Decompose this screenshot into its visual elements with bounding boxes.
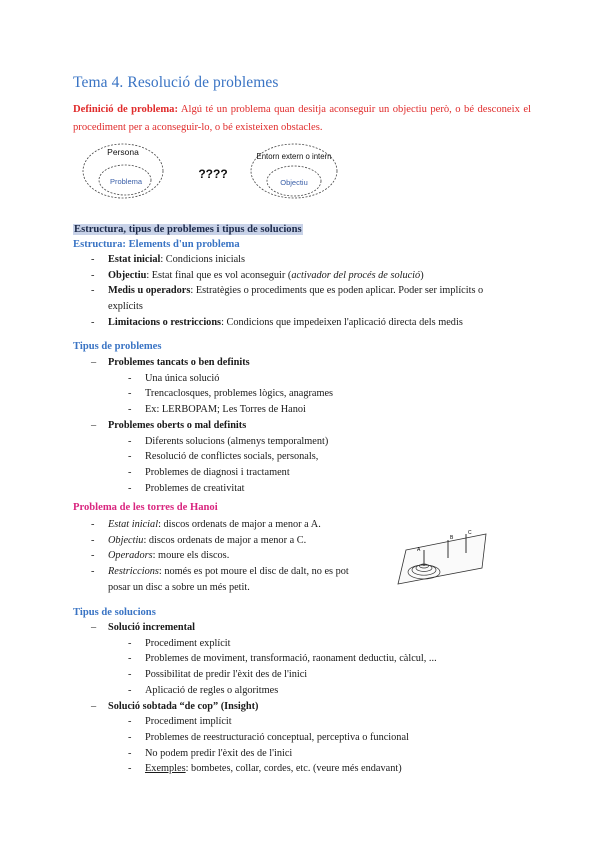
page-title: Tema 4. Resolució de problemes <box>73 74 279 91</box>
sub-item: - Problemes de creativitat <box>128 482 245 494</box>
list-item: - Medis u operadors: Estratègies o procediments que es poden aplicar. Poder ser implícits o <box>91 285 484 297</box>
list-item: - Operadors: moure els discos. <box>91 550 230 562</box>
list-item: – Problemes tancats o ben definits <box>91 357 250 368</box>
sub-item: - Possibilitat de predir l'èxit des de l'inici <box>128 669 308 681</box>
list-item: - Restriccions: només es pot moure el disc de dalt, no es pot <box>91 566 349 578</box>
section-heading-highlight: Estructura, tipus de problemes i tipus de solucions <box>74 224 302 235</box>
list-item: – Problemes oberts o mal definits <box>91 419 247 431</box>
hanoi-heading: Problema de les torres de Hanoi <box>73 502 218 513</box>
list-item: – Solució sobtada “de cop” (Insight) <box>91 700 259 712</box>
sub-item: - Ex: LERBOPAM; Les Torres de Hanoi <box>128 404 306 416</box>
sub-item: - Problemes de diagnosi i tractament <box>128 466 290 478</box>
sub-item: - Problemes de moviment, transformació, raonament deductiu, càlcul, ... <box>128 653 437 665</box>
unknown-label: ???? <box>198 167 228 181</box>
list-item: - Estat inicial: Condicions inicials <box>91 254 246 265</box>
hanoi-tower-illustration <box>386 528 496 586</box>
definition-label: Definició de problema: <box>73 104 179 115</box>
peg-a-label: A <box>417 547 421 553</box>
sub-item: - Exemples: bombetes, collar, cordes, etc. (veure més endavant) <box>128 763 402 775</box>
list-item-continuation: explícits <box>108 301 143 313</box>
problem-types-heading: Tipus de problemes <box>73 341 162 352</box>
problem-label: Problema <box>109 177 143 186</box>
problem-diagram <box>73 138 533 206</box>
environment-label: Entorn extern o intern <box>256 152 332 161</box>
sub-item: - Una única solució <box>128 372 220 384</box>
sub-item: - No podem predir l'èxit des de l'inici <box>128 747 293 759</box>
list-item: – Solució incremental <box>91 622 196 633</box>
list-item: - Objectiu: Estat final que es vol aconseguir (activador del procés de solució) <box>91 269 424 281</box>
peg-b-label: B <box>450 535 454 541</box>
list-item: - Objectiu: discos ordenats de major a menor a C. <box>91 534 307 546</box>
solution-types-heading: Tipus de solucions <box>73 607 156 618</box>
sub-item: - Resolució de conflictes socials, personals, <box>128 451 319 463</box>
peg-c-label: C <box>468 530 472 536</box>
person-label: Persona <box>107 147 139 157</box>
objective-label: Objectiu <box>280 178 308 187</box>
list-item: - Estat inicial: discos ordenats de major a menor a A. <box>91 519 321 530</box>
list-item: - Limitacions o restriccions: Condicions que impedeixen l'aplicació directa dels medis <box>91 316 463 328</box>
sub-item: - Procediment explícit <box>128 637 231 649</box>
elements-heading: Estructura: Elements d'un problema <box>73 239 240 250</box>
solution-types-list <box>73 620 543 777</box>
elements-list <box>73 252 543 331</box>
problem-types-list <box>73 355 543 496</box>
definition-paragraph <box>73 101 531 137</box>
sub-item: - Aplicació de regles o algoritmes <box>128 684 279 696</box>
sub-item: - Procediment implícit <box>128 716 232 728</box>
sub-item: - Diferents solucions (almenys temporalment) <box>128 435 329 447</box>
list-item-continuation: posar un disc a sobre un més petit. <box>108 581 250 593</box>
sub-item: - Problemes de reestructuració conceptual, perceptiva o funcional <box>128 731 409 743</box>
definition-text: Algú té un problema quan desitja aconseguir un objectiu però, o bé desconeix el procediment per a aconseguir-lo, o bé existeixen obstacles. <box>73 104 531 133</box>
sub-item: - Trencaclosques, problemes lògics, anagrames <box>128 388 334 400</box>
